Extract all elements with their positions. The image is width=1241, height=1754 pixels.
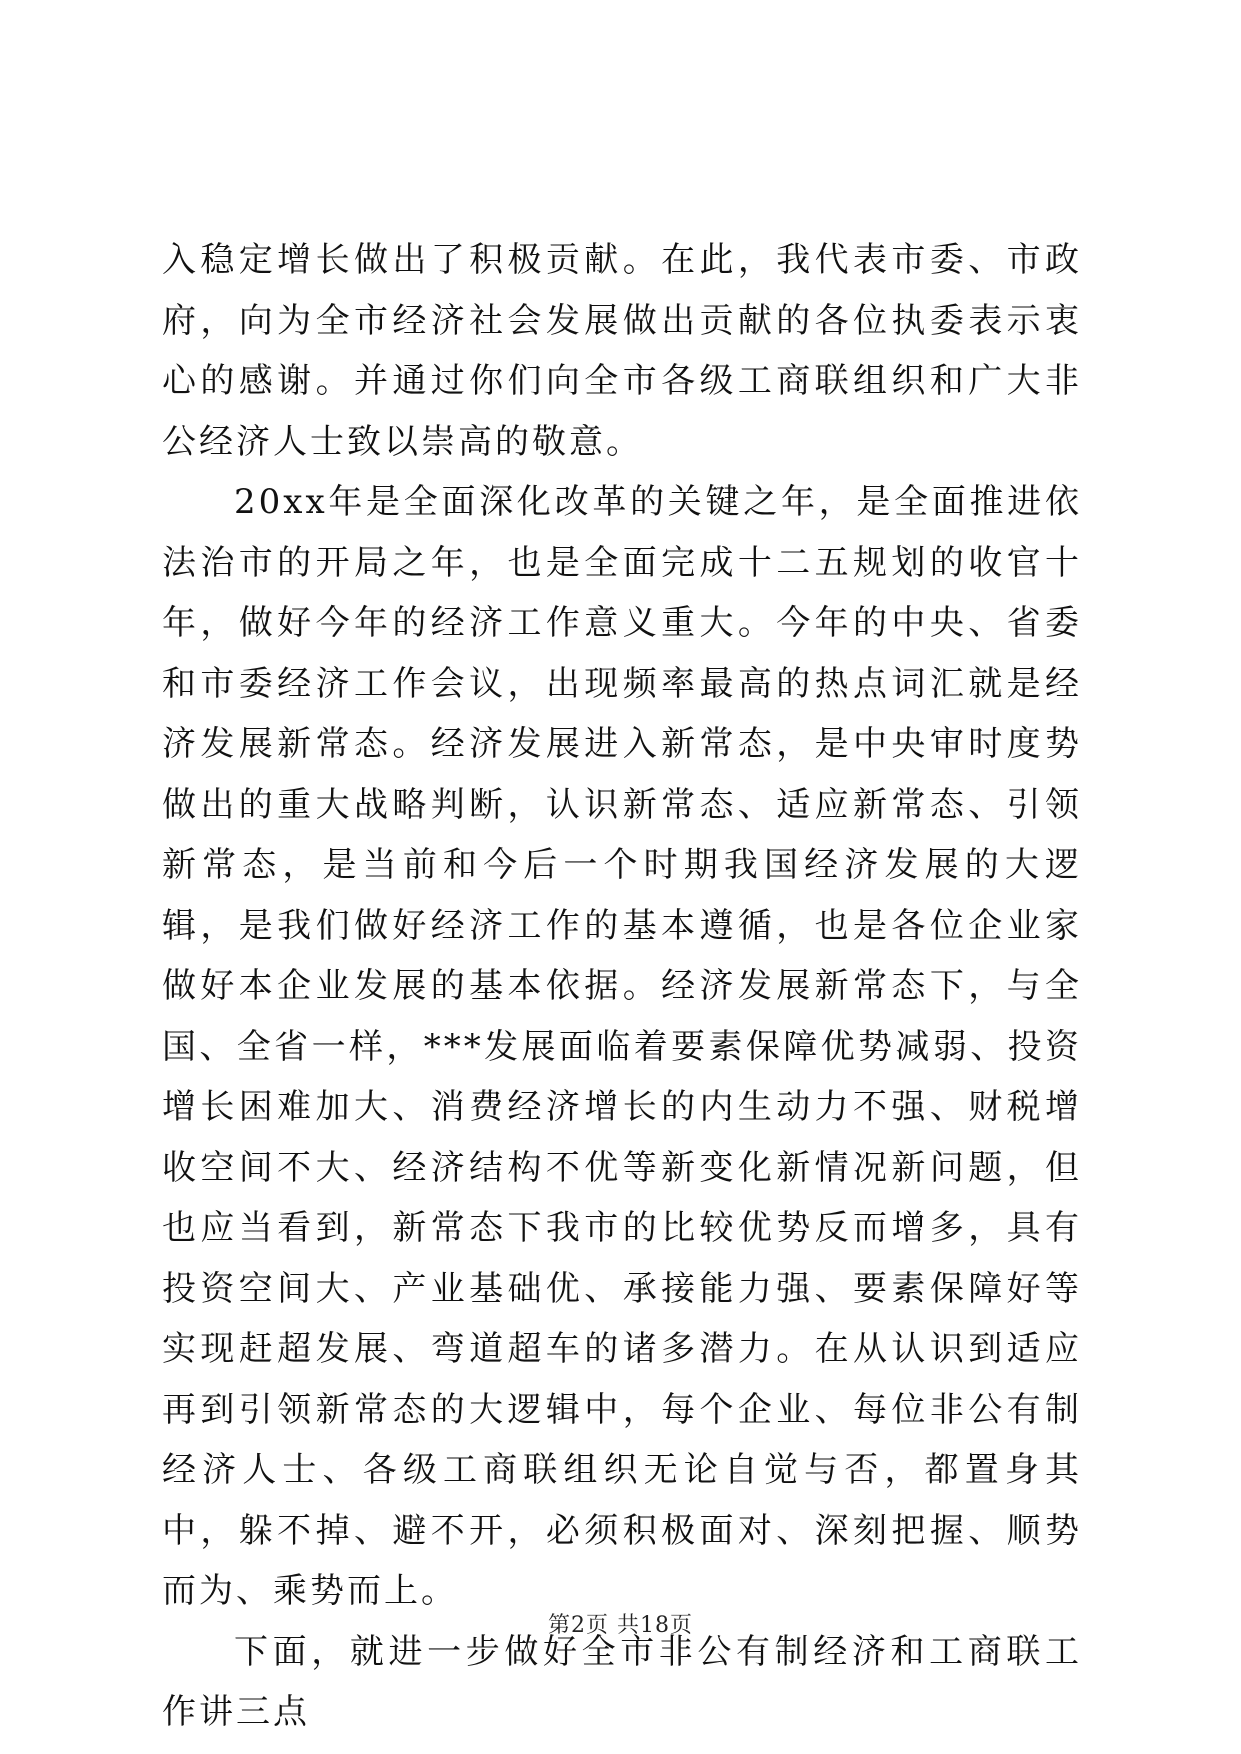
- paragraph-new-normal: 20xx年是全面深化改革的关键之年，是全面推进依法治市的开局之年，也是全面完成十二五规划的收官十年，做好今年的经济工作意义重大。今年的中央、省委和市委经济工作会议，出现频率最高的热点词汇就是经济发展新常态。经济发展进入新常态，是中央审时度势做出的重大战略判断，认识新常态、适应新常态、引领新常态，是当前和今后一个时期我国经济发展的大逻辑，是我们做好经济工作的基本遵循，也是各位企业家做好本企业发展的基本依据。经济发展新常态下，与全国、全省一样，***发展面临着要素保障优势减弱、投资增长困难加大、消费经济增长的内生动力不强、财税增收空间不大、经济结构不优等新变化新情况新问题，但也应当看到，新常态下我市的比较优势反而增多，具有投资空间大、产业基础优、承接能力强、要素保障好等实现赶超发展、弯道超车的诸多潜力。在从认识到适应再到引领新常态的大逻辑中，每个企业、每位非公有制经济人士、各级工商联组织无论自觉与否，都置身其中，躲不掉、避不开，必须积极面对、深刻把握、顺势而为、乘势而上。: [162, 482, 1082, 1611]
- page-number-footer: 第2页 共18页: [548, 1613, 693, 1638]
- paragraph-continuation: 入稳定增长做出了积极贡献。在此，我代表市委、市政府，向为全市经济社会发展做出贡献的各位执委表示衷心的感谢。并通过你们向全市各级工商联组织和广大非公经济人士致以崇高的敬意。: [162, 240, 1082, 462]
- paragraph-three-points: 下面，就进一步做好全市非公有制经济和工商联工作讲三点: [162, 1631, 1082, 1732]
- document-body: [162, 230, 1082, 1743]
